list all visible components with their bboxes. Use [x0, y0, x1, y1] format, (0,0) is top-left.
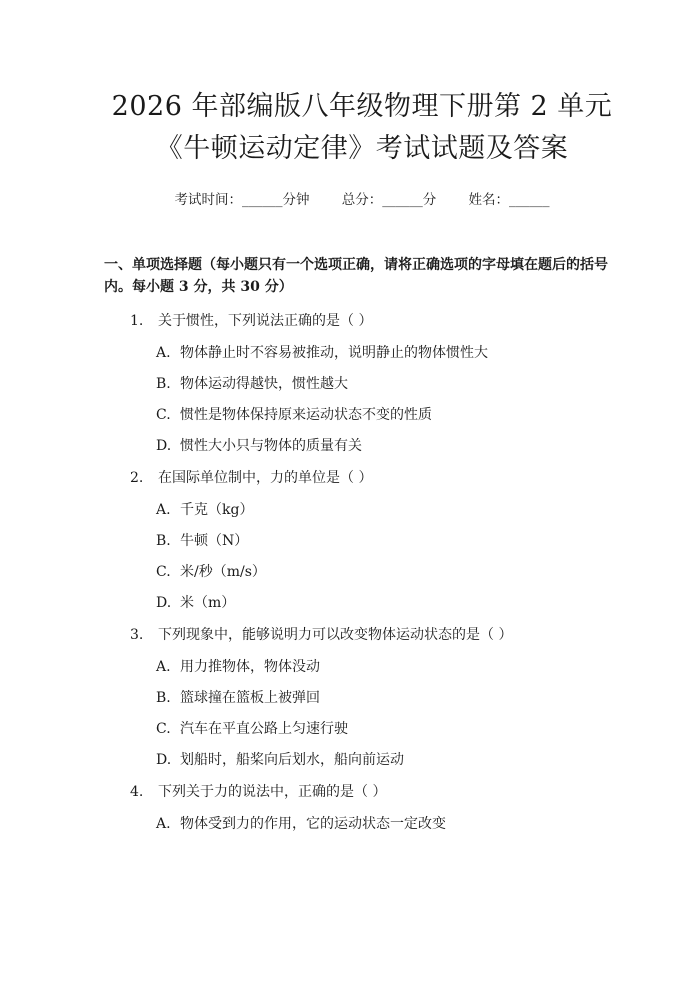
- question-number: 4.: [130, 784, 144, 800]
- option-letter: B.: [156, 376, 171, 392]
- exam-page: [0, 86, 700, 991]
- option-item: [156, 561, 620, 583]
- question-text: 在国际单位制中，力的单位是（ ）: [158, 470, 373, 486]
- option-letter: D.: [156, 438, 172, 454]
- option-item: [156, 718, 620, 740]
- question-4: [104, 781, 620, 835]
- option-letter: B.: [156, 690, 171, 706]
- option-list: [104, 342, 620, 457]
- question-text: 关于惯性，下列说法正确的是（ ）: [158, 313, 373, 329]
- option-list: [104, 813, 620, 835]
- option-letter: B.: [156, 533, 171, 549]
- option-letter: D.: [156, 595, 172, 611]
- option-text: 惯性是物体保持原来运动状态不变的性质: [180, 407, 432, 423]
- option-letter: A.: [156, 502, 171, 518]
- option-letter: D.: [156, 752, 172, 768]
- option-letter: C.: [156, 721, 171, 737]
- option-list: [104, 656, 620, 771]
- student-name-field: 姓名：______: [468, 192, 550, 208]
- question-3: [104, 624, 620, 771]
- total-score-field: 总分：______分: [341, 192, 437, 208]
- question-2: [104, 467, 620, 614]
- option-item: [156, 656, 620, 678]
- option-item: [156, 342, 620, 364]
- question-text: 下列现象中，能够说明力可以改变物体运动状态的是（ ）: [158, 627, 513, 643]
- option-item: [156, 499, 620, 521]
- option-text: 物体运动得越快，惯性越大: [180, 376, 348, 392]
- option-item: [156, 373, 620, 395]
- option-text: 米（m）: [180, 595, 236, 611]
- option-item: [156, 435, 620, 457]
- option-item: [156, 592, 620, 614]
- option-text: 千克（kg）: [180, 502, 254, 518]
- option-item: [156, 530, 620, 552]
- question-number: 3.: [130, 627, 144, 643]
- option-item: [156, 813, 620, 835]
- option-item: [156, 687, 620, 709]
- question-number: 2.: [130, 470, 144, 486]
- option-text: 米/秒（m/s）: [180, 564, 266, 580]
- exam-meta: [104, 190, 620, 210]
- option-letter: A.: [156, 659, 171, 675]
- option-text: 篮球撞在篮板上被弹回: [180, 690, 320, 706]
- option-text: 用力推物体，物体没动: [180, 659, 320, 675]
- option-letter: C.: [156, 407, 171, 423]
- question-stem: [104, 310, 620, 332]
- option-text: 惯性大小只与物体的质量有关: [180, 438, 362, 454]
- option-list: [104, 499, 620, 614]
- option-text: 汽车在平直公路上匀速行驶: [180, 721, 348, 737]
- question-stem: [104, 624, 620, 646]
- option-letter: C.: [156, 564, 171, 580]
- question-number: 1.: [130, 313, 144, 329]
- question-stem: [104, 467, 620, 489]
- option-text: 牛顿（N）: [180, 533, 249, 549]
- section-heading: 一、单项选择题（每小题只有一个选项正确，请将正确选项的字母填在题后的括号内。每小题 3 分，共 30 分）: [104, 257, 608, 295]
- option-item: [156, 749, 620, 771]
- option-text: 划船时，船桨向后划水，船向前运动: [180, 752, 404, 768]
- exam-time-field: 考试时间：______分钟: [174, 192, 310, 208]
- option-letter: A.: [156, 816, 171, 832]
- option-item: [156, 404, 620, 426]
- question-1: [104, 310, 620, 457]
- option-text: 物体静止时不容易被推动，说明静止的物体惯性大: [180, 345, 488, 361]
- option-text: 物体受到力的作用，它的运动状态一定改变: [180, 816, 446, 832]
- question-text: 下列关于力的说法中，正确的是（ ）: [158, 784, 387, 800]
- option-letter: A.: [156, 345, 171, 361]
- page-title: 2026 年部编版八年级物理下册第 2 单元《牛顿运动定律》考试试题及答案: [111, 91, 613, 164]
- question-stem: [104, 781, 620, 803]
